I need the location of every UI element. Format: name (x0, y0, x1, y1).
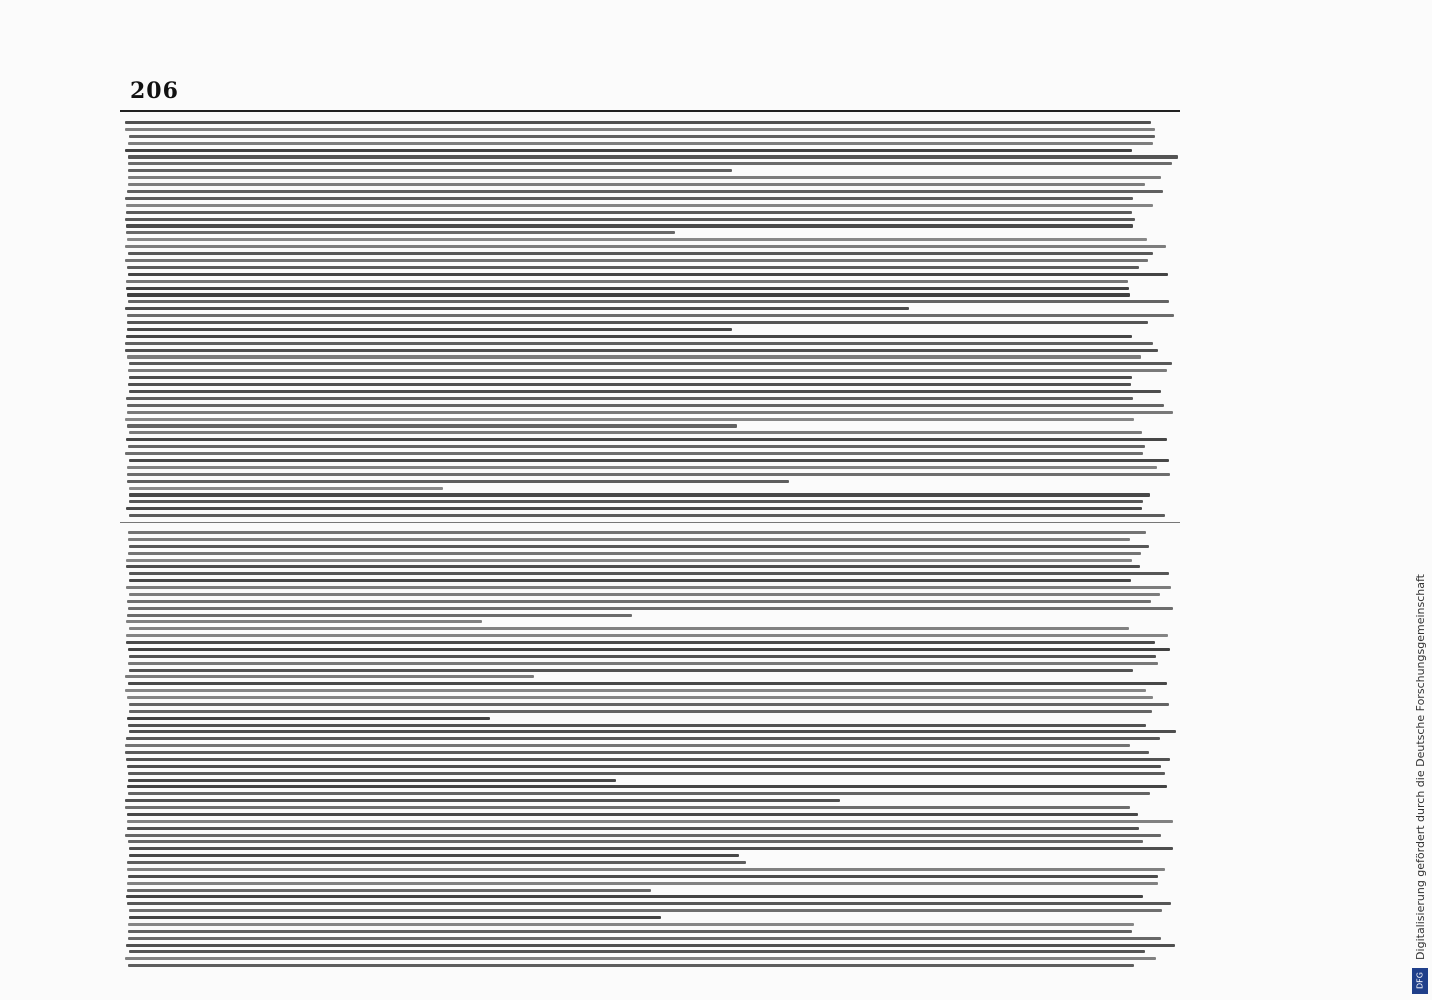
text-line (127, 889, 651, 892)
text-line (125, 149, 1131, 152)
text-line (128, 779, 616, 782)
text-line (129, 593, 1160, 596)
text-line (128, 552, 1142, 555)
text-line (128, 648, 1170, 651)
text-line (129, 514, 1165, 517)
page-number: 206 (130, 78, 179, 104)
text-line (127, 696, 1153, 699)
text-line (128, 155, 1178, 158)
text-line (128, 445, 1145, 448)
text-line (127, 190, 1163, 193)
text-line (128, 792, 1150, 795)
text-line (127, 614, 632, 617)
text-line (128, 930, 1132, 933)
text-line (126, 507, 1142, 510)
text-line (128, 682, 1167, 685)
text-line (128, 176, 1161, 179)
text-column-left (120, 120, 1180, 520)
text-line (129, 950, 1145, 953)
text-line (128, 142, 1153, 145)
text-line (126, 944, 1175, 947)
text-line (127, 785, 1167, 788)
text-line (128, 369, 1167, 372)
text-line (129, 655, 1156, 658)
text-line (125, 799, 840, 802)
text-line (125, 452, 1143, 455)
text-line (127, 820, 1173, 823)
text-line (125, 689, 1145, 692)
text-line (128, 724, 1146, 727)
text-line (125, 751, 1149, 754)
text-line (129, 493, 1150, 496)
text-line (128, 607, 1174, 610)
text-line (128, 183, 1145, 186)
text-line (126, 287, 1129, 290)
text-line (129, 730, 1176, 733)
text-line (127, 466, 1157, 469)
text-line (127, 813, 1137, 816)
text-line (126, 737, 1161, 740)
text-line (125, 121, 1151, 124)
text-line (128, 937, 1162, 940)
text-line (129, 669, 1134, 672)
text-line (128, 964, 1134, 967)
text-line (128, 300, 1168, 303)
text-line (125, 675, 533, 678)
text-line (126, 211, 1132, 214)
text-line (126, 758, 1170, 761)
text-line (125, 806, 1129, 809)
running-header (120, 72, 1180, 112)
text-line (129, 390, 1161, 393)
text-line (129, 579, 1131, 582)
text-line (125, 957, 1156, 960)
text-line (129, 135, 1155, 138)
text-line (128, 383, 1131, 386)
text-line (129, 703, 1169, 706)
text-line (127, 238, 1147, 241)
text-line (127, 902, 1171, 905)
text-line (129, 916, 661, 919)
dfg-logo: DFG (1412, 968, 1428, 994)
text-line (126, 559, 1132, 562)
text-line (127, 404, 1164, 407)
text-line (129, 572, 1169, 575)
text-line (125, 834, 1161, 837)
text-line (127, 868, 1164, 871)
text-line (128, 772, 1166, 775)
text-line (129, 710, 1152, 713)
text-line (126, 280, 1128, 283)
text-line (127, 480, 789, 483)
text-line (128, 538, 1130, 541)
text-line (127, 600, 1151, 603)
text-line (125, 197, 1133, 200)
text-line (127, 882, 1157, 885)
text-line (126, 397, 1133, 400)
text-line (129, 500, 1143, 503)
text-line (127, 717, 489, 720)
text-line (127, 473, 1169, 476)
text-line (127, 424, 737, 427)
text-line (125, 128, 1155, 131)
text-line (129, 854, 740, 857)
text-line (127, 765, 1161, 768)
column-divider (120, 522, 1180, 523)
text-line (126, 620, 483, 623)
text-line (126, 335, 1132, 338)
text-line (129, 362, 1173, 365)
text-line (129, 545, 1149, 548)
text-line (129, 627, 1129, 630)
digitization-note (1408, 0, 1432, 1000)
text-line (127, 266, 1139, 269)
text-line (127, 861, 745, 864)
text-line (127, 314, 1174, 317)
text-line (128, 169, 732, 172)
text-line (126, 565, 1140, 568)
text-line (127, 293, 1130, 296)
text-line (129, 847, 1174, 850)
text-line (125, 744, 1130, 747)
text-line (127, 827, 1139, 830)
text-line (125, 218, 1134, 221)
text-line (126, 895, 1143, 898)
text-line (126, 634, 1167, 637)
text-line (126, 438, 1168, 441)
text-line (128, 531, 1147, 534)
text-line (125, 342, 1153, 345)
text-line (128, 662, 1157, 665)
text-line (129, 909, 1162, 912)
text-line (125, 259, 1148, 262)
text-line (128, 923, 1134, 926)
text-line (125, 349, 1158, 352)
text-line (125, 307, 909, 310)
text-line (129, 431, 1142, 434)
text-line (128, 273, 1168, 276)
text-line (126, 231, 675, 234)
text-line (125, 418, 1133, 421)
digitization-text: Digitalisierung gefördert durch die Deutsche Forschungsgemeinschaft (1413, 574, 1427, 960)
text-column-right (120, 530, 1180, 970)
text-line (125, 245, 1166, 248)
text-line (129, 376, 1132, 379)
text-line (129, 459, 1169, 462)
text-line (127, 321, 1148, 324)
text-line (128, 162, 1172, 165)
text-line (128, 252, 1153, 255)
text-line (128, 875, 1158, 878)
text-line (127, 355, 1141, 358)
text-line (128, 840, 1143, 843)
text-line (126, 224, 1133, 227)
text-line (126, 586, 1171, 589)
text-line (126, 641, 1156, 644)
text-line (126, 204, 1153, 207)
text-line (127, 328, 732, 331)
text-line (129, 487, 443, 490)
text-line (127, 411, 1173, 414)
